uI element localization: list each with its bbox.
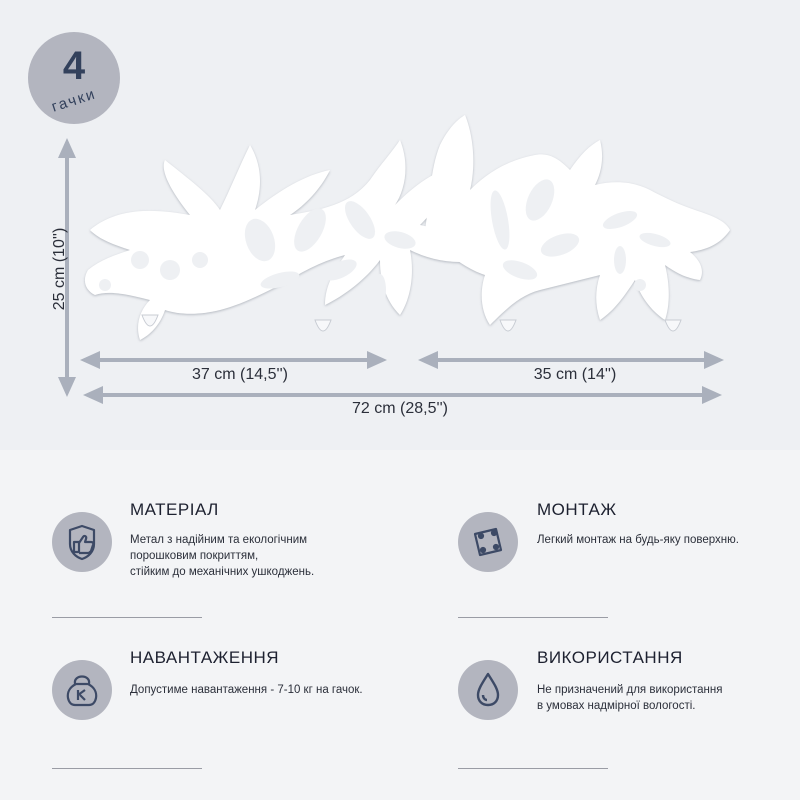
divider (52, 768, 202, 769)
usage-title: ВИКОРИСТАННЯ (537, 648, 683, 667)
mounting-plate-icon (458, 512, 518, 572)
right-width-label: 35 cm (14'') (533, 366, 617, 383)
divider (458, 617, 608, 618)
load-title: НАВАНТАЖЕННЯ (130, 648, 280, 667)
load-description (130, 682, 440, 698)
mounting-description (537, 532, 797, 548)
water-drop-icon (458, 660, 518, 720)
material-description (130, 532, 430, 580)
height-dimension-label: 25 cm (10'') (51, 227, 68, 311)
divider (458, 768, 608, 769)
left-width-label: 37 cm (14,5'') (192, 366, 288, 383)
material-line-1: Метал з надійним та екологічним (130, 534, 308, 546)
usage-description (537, 682, 797, 714)
mounting-title: МОНТАЖ (537, 500, 617, 519)
hooks-count-label: гачки (49, 85, 99, 116)
total-width-label: 72 cm (28,5'') (352, 400, 448, 417)
thumbs-up-shield-icon (52, 512, 112, 572)
material-line-2: порошковим покриттям, (130, 550, 259, 562)
load-line-1: Допустиме навантаження - 7-10 кг на гачок. (130, 684, 363, 696)
divider (52, 617, 202, 618)
material-title: МАТЕРІАЛ (130, 500, 219, 519)
usage-line-2: в умовах надмірної вологості. (537, 700, 696, 712)
material-line-3: стійким до механічних ушкоджень. (130, 566, 315, 578)
mounting-line-1: Легкий монтаж на будь-яку поверхню. (537, 534, 739, 546)
hooks-count-number: 4 (62, 44, 86, 88)
usage-line-1: Не призначений для використання (537, 684, 723, 696)
kettlebell-icon (52, 660, 112, 720)
